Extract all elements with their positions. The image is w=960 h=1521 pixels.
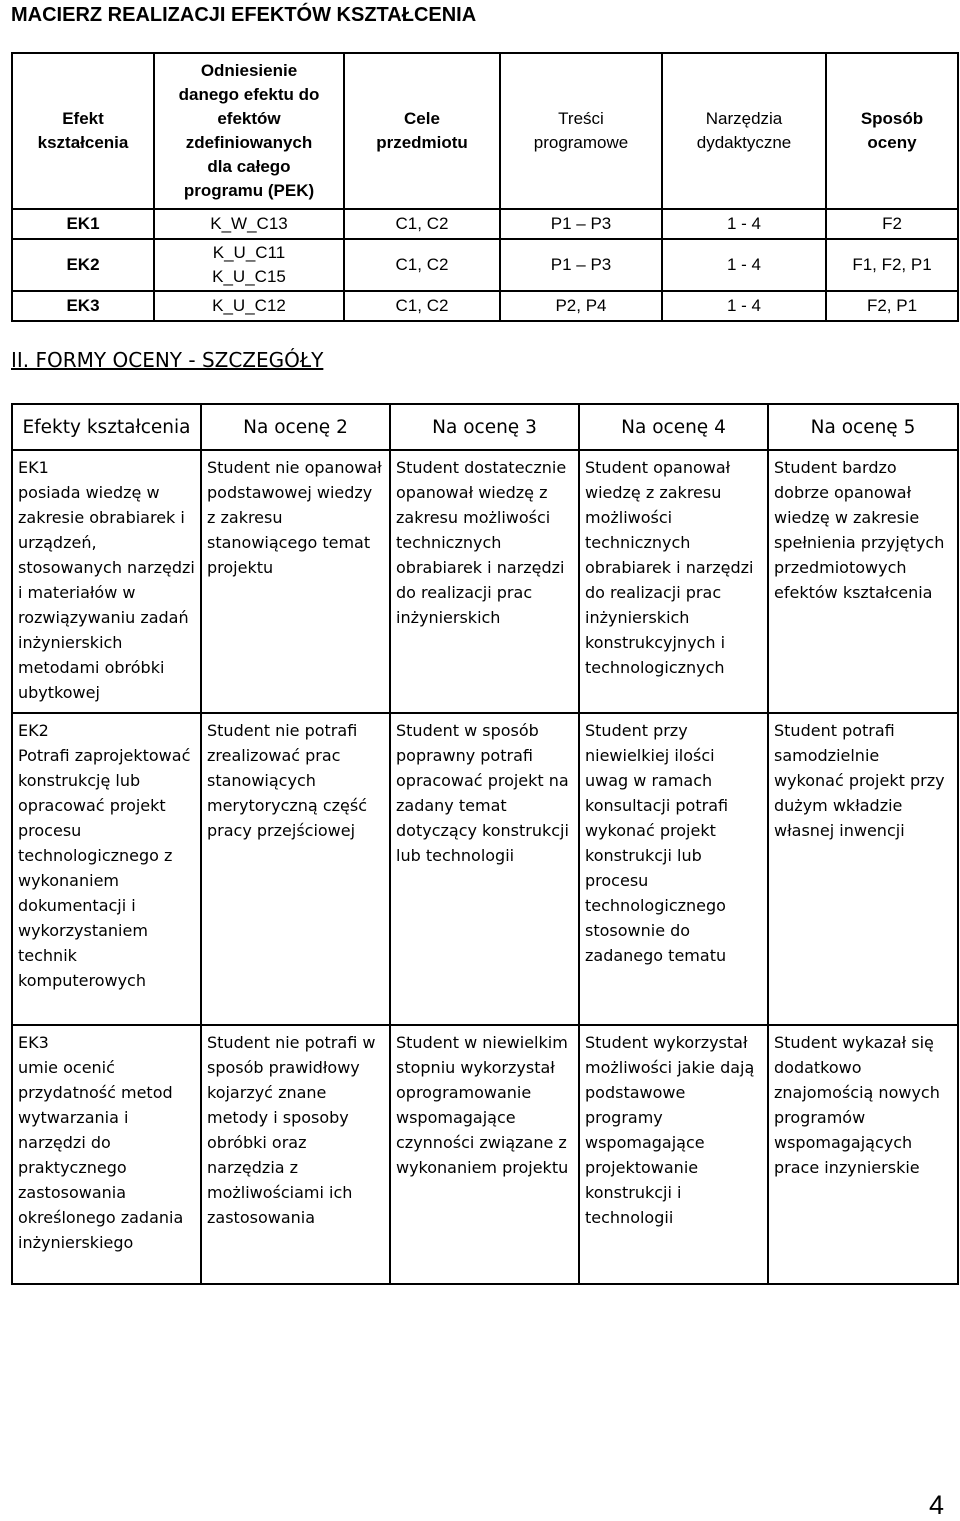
matrix-pek: K_U_C11 K_U_C15 xyxy=(154,239,344,291)
header-cele: Cele przedmiotu xyxy=(344,53,500,209)
header-ocena-4: Na ocenę 4 xyxy=(579,404,768,450)
page-number: 4 xyxy=(928,1490,944,1520)
effect-label: EK2 xyxy=(18,721,49,740)
section-heading: II. FORMY OCENY - SZCZEGÓŁY xyxy=(11,348,324,372)
header-ocena-5: Na ocenę 5 xyxy=(768,404,958,450)
matrix-sposob: F2, P1 xyxy=(826,291,958,321)
grade-5-cell: Student wykazał się dodatkowo znajomością nowych programów wspomagających prace inzynierskie xyxy=(768,1025,958,1284)
grade-4-cell: Student wykorzystał możliwości jakie dają podstawowe programy wspomagające projektowanie konstrukcji i technologii xyxy=(579,1025,768,1284)
matrix-sposob: F2 xyxy=(826,209,958,239)
grade-2-cell: Student nie potrafi w sposób prawidłowy kojarzyć znane metody i sposoby obróbki oraz narzędzia z możliwościami ich zastosowania xyxy=(201,1025,390,1284)
grade-4-cell: Student przy niewielkiej ilości uwag w ramach konsultacji potrafi wykonać projekt konstrukcji lub procesu technologicznego stosownie do zadanego tematu xyxy=(579,713,768,1025)
matrix-narzedzia: 1 - 4 xyxy=(662,209,826,239)
header-efekt: Efekt kształcenia xyxy=(12,53,154,209)
grade-5-cell: Student potrafi samodzielnie wykonać projekt przy dużym wkładzie własnej inwencji xyxy=(768,713,958,1025)
matrix-tresci: P1 – P3 xyxy=(500,239,662,291)
effect-label: EK1 xyxy=(18,458,49,477)
grading-row xyxy=(12,1025,958,1284)
effect-cell xyxy=(12,450,201,713)
grade-3-cell: Student dostatecznie opanował wiedzę z zakresu możliwości technicznych obrabiarek i narzędzi do realizacji prac inżynierskich xyxy=(390,450,579,713)
matrix-narzedzia: 1 - 4 xyxy=(662,291,826,321)
matrix-ek: EK1 xyxy=(12,209,154,239)
matrix-row xyxy=(12,239,958,291)
header-ocena-2: Na ocenę 2 xyxy=(201,404,390,450)
matrix-ek: EK2 xyxy=(12,239,154,291)
header-sposob: Sposób oceny xyxy=(826,53,958,209)
grading-header-row xyxy=(12,404,958,450)
matrix-tresci: P2, P4 xyxy=(500,291,662,321)
matrix-ek: EK3 xyxy=(12,291,154,321)
grade-2-cell: Student nie opanował podstawowej wiedzy z zakresu stanowiącego temat projektu xyxy=(201,450,390,713)
matrix-row xyxy=(12,291,958,321)
header-odniesienie: Odniesienie danego efektu do efektów zdefiniowanych dla całego programu (PEK) xyxy=(154,53,344,209)
matrix-narzedzia: 1 - 4 xyxy=(662,239,826,291)
header-efekty: Efekty kształcenia xyxy=(12,404,201,450)
effect-description: Potrafi zaprojektować konstrukcję lub opracować projekt procesu technologicznego z wykonaniem dokumentacji i wykorzystaniem technik komputerowych xyxy=(18,746,191,990)
grading-row xyxy=(12,713,958,1025)
effect-cell xyxy=(12,1025,201,1284)
matrix-cele: C1, C2 xyxy=(344,239,500,291)
effect-description: umie ocenić przydatność metod wytwarzania i narzędzi do praktycznego zastosowania określonego zadania inżynierskiego xyxy=(18,1058,184,1252)
effect-description: posiada wiedzę w zakresie obrabiarek i urządzeń, stosowanych narzędzi i materiałów w rozwiązywaniu zadań inżynierskich metodami obróbki ubytkowej xyxy=(18,483,195,702)
matrix-tresci: P1 – P3 xyxy=(500,209,662,239)
matrix-sposob: F1, F2, P1 xyxy=(826,239,958,291)
matrix-row xyxy=(12,209,958,239)
effects-matrix-table xyxy=(11,52,959,322)
matrix-cele: C1, C2 xyxy=(344,209,500,239)
matrix-header-row xyxy=(12,53,958,209)
matrix-pek: K_U_C12 xyxy=(154,291,344,321)
effect-label: EK3 xyxy=(18,1033,49,1052)
header-tresci: Treści programowe xyxy=(500,53,662,209)
grading-table xyxy=(11,403,959,1285)
grade-3-cell: Student w niewielkim stopniu wykorzystał oprogramowanie wspomagające czynności związane z wykonaniem projektu xyxy=(390,1025,579,1284)
matrix-pek: K_W_C13 xyxy=(154,209,344,239)
grading-row xyxy=(12,450,958,713)
header-narzedzia: Narzędzia dydaktyczne xyxy=(662,53,826,209)
grade-3-cell: Student w sposób poprawny potrafi opracować projekt na zadany temat dotyczący konstrukcji lub technologii xyxy=(390,713,579,1025)
page-title: MACIERZ REALIZACJI EFEKTÓW KSZTAŁCENIA xyxy=(11,4,477,26)
grade-2-cell: Student nie potrafi zrealizować prac stanowiących merytoryczną część pracy przejściowej xyxy=(201,713,390,1025)
grade-4-cell: Student opanował wiedzę z zakresu możliwości technicznych obrabiarek i narzędzi do realizacji prac inżynierskich konstrukcyjnych i technologicznych xyxy=(579,450,768,713)
effect-cell xyxy=(12,713,201,1025)
header-ocena-3: Na ocenę 3 xyxy=(390,404,579,450)
grade-5-cell: Student bardzo dobrze opanował wiedzę w zakresie spełnienia przyjętych przedmiotowych efektów kształcenia xyxy=(768,450,958,713)
matrix-cele: C1, C2 xyxy=(344,291,500,321)
